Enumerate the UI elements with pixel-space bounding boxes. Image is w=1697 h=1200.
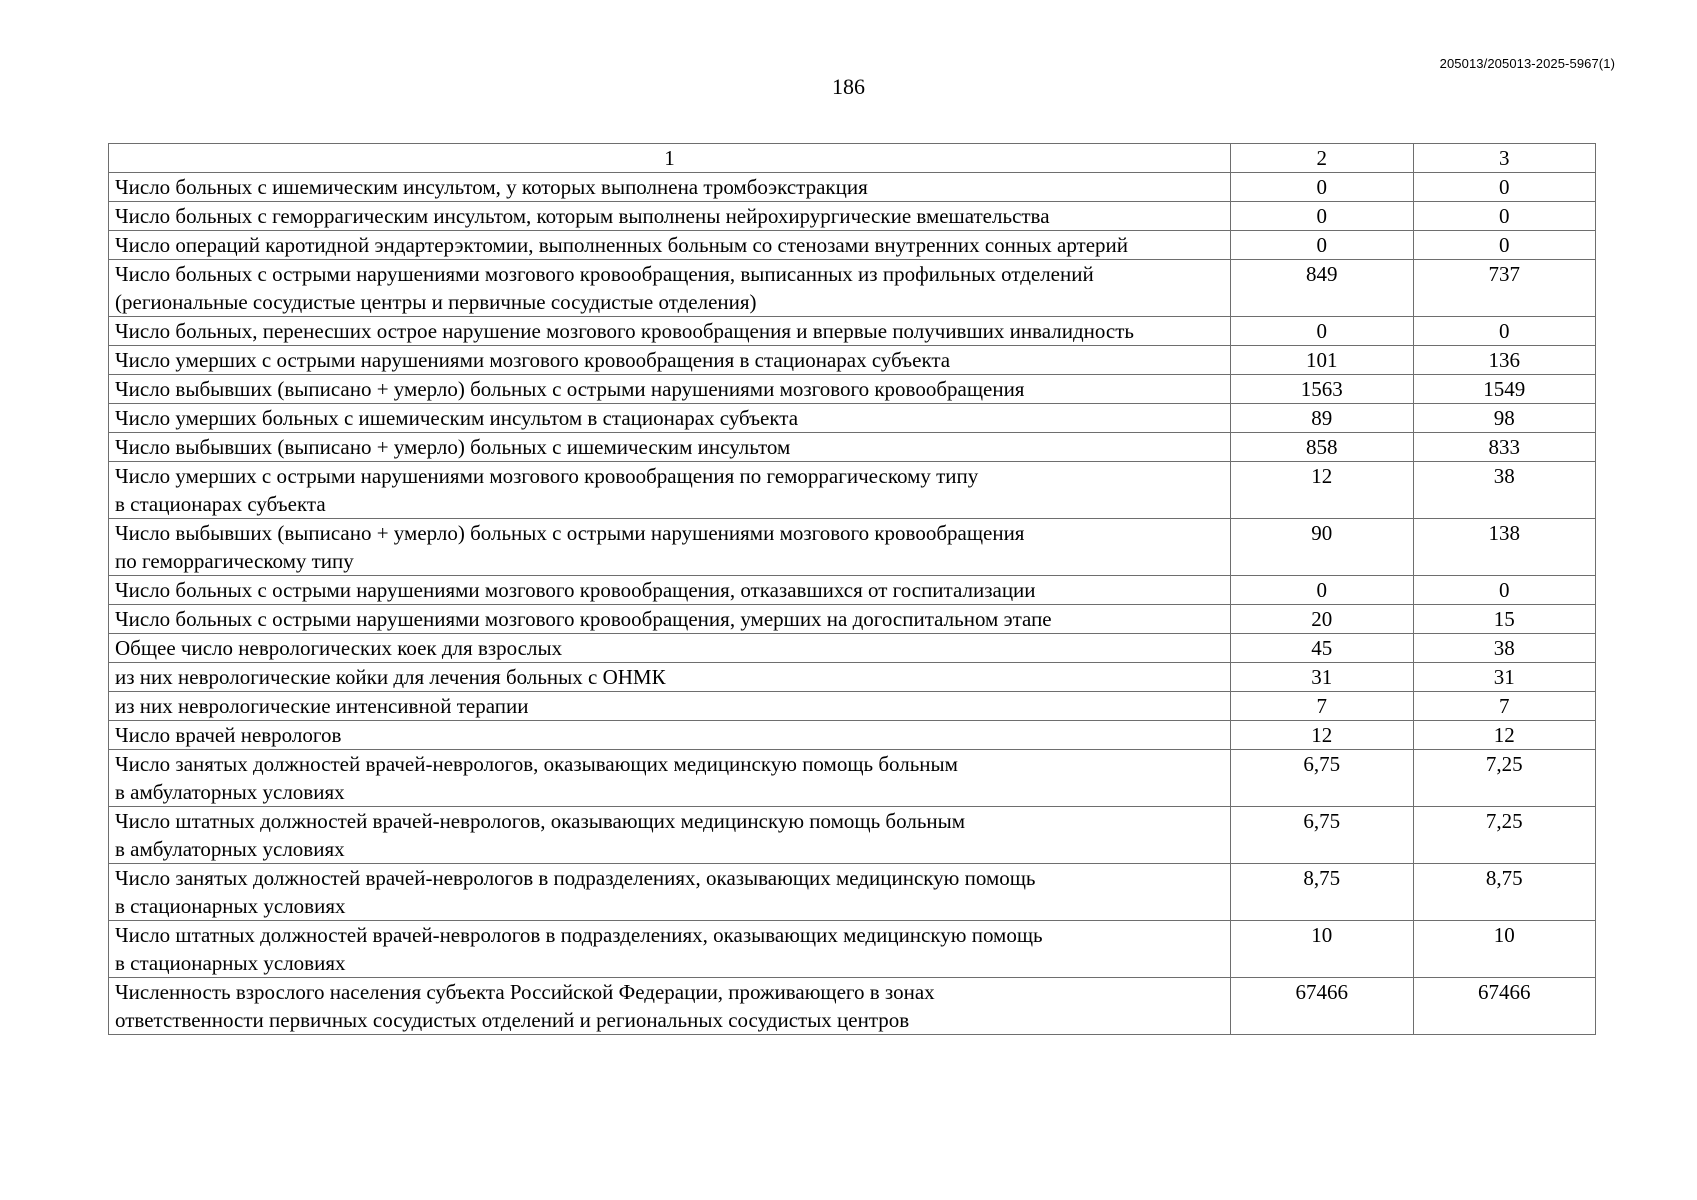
table-row bbox=[109, 721, 1596, 750]
row-label: Число штатных должностей врачей-неврологов в подразделениях, оказывающих медицинскую помощь в стационарных условиях bbox=[109, 921, 1231, 978]
row-value-col3: 138 bbox=[1413, 519, 1596, 576]
row-value-col3: 0 bbox=[1413, 173, 1596, 202]
row-value-col3: 7,25 bbox=[1413, 750, 1596, 807]
row-value-col3: 0 bbox=[1413, 202, 1596, 231]
row-value-col2: 10 bbox=[1231, 921, 1414, 978]
row-label: Число больных, перенесших острое нарушение мозгового кровообращения и впервые получивших инвалидность bbox=[109, 317, 1231, 346]
row-value-col2: 0 bbox=[1231, 231, 1414, 260]
row-value-col2: 1563 bbox=[1231, 375, 1414, 404]
row-value-col2: 20 bbox=[1231, 605, 1414, 634]
table-row bbox=[109, 202, 1596, 231]
table-row bbox=[109, 978, 1596, 1035]
row-label: Число умерших с острыми нарушениями мозгового кровообращения в стационарах субъекта bbox=[109, 346, 1231, 375]
row-value-col3: 136 bbox=[1413, 346, 1596, 375]
row-label: Число умерших с острыми нарушениями мозгового кровообращения по геморрагическому типу в стационарах субъекта bbox=[109, 462, 1231, 519]
row-value-col3: 67466 bbox=[1413, 978, 1596, 1035]
row-value-col3: 38 bbox=[1413, 462, 1596, 519]
column-header-3: 3 bbox=[1413, 144, 1596, 173]
table-row bbox=[109, 260, 1596, 317]
row-value-col2: 89 bbox=[1231, 404, 1414, 433]
row-label: Число больных с острыми нарушениями мозгового кровообращения, умерших на догоспитальном этапе bbox=[109, 605, 1231, 634]
table-header-row bbox=[109, 144, 1596, 173]
row-value-col2: 90 bbox=[1231, 519, 1414, 576]
page-number: 186 bbox=[832, 74, 865, 99]
row-label: Число больных с острыми нарушениями мозгового кровообращения, выписанных из профильных отделений (региональные сосудистые центры и первичные сосудистые отделения) bbox=[109, 260, 1231, 317]
row-label: Число больных с геморрагическим инсультом, которым выполнены нейрохирургические вмешательства bbox=[109, 202, 1231, 231]
table-row bbox=[109, 231, 1596, 260]
row-value-col3: 10 bbox=[1413, 921, 1596, 978]
row-value-col2: 7 bbox=[1231, 692, 1414, 721]
row-label: Число умерших больных с ишемическим инсультом в стационарах субъекта bbox=[109, 404, 1231, 433]
column-header-2: 2 bbox=[1231, 144, 1414, 173]
row-label: Число штатных должностей врачей-неврологов, оказывающих медицинскую помощь больным в амбулаторных условиях bbox=[109, 807, 1231, 864]
row-value-col3: 31 bbox=[1413, 663, 1596, 692]
row-value-col3: 12 bbox=[1413, 721, 1596, 750]
row-label: Число занятых должностей врачей-неврологов в подразделениях, оказывающих медицинскую помощь в стационарных условиях bbox=[109, 864, 1231, 921]
row-value-col2: 31 bbox=[1231, 663, 1414, 692]
row-value-col3: 1549 bbox=[1413, 375, 1596, 404]
row-value-col3: 15 bbox=[1413, 605, 1596, 634]
table-row bbox=[109, 921, 1596, 978]
row-label: Общее число неврологических коек для взрослых bbox=[109, 634, 1231, 663]
table-row bbox=[109, 576, 1596, 605]
row-value-col3: 7 bbox=[1413, 692, 1596, 721]
row-label: Число выбывших (выписано + умерло) больных с острыми нарушениями мозгового кровообращения bbox=[109, 375, 1231, 404]
row-value-col2: 858 bbox=[1231, 433, 1414, 462]
table-row bbox=[109, 519, 1596, 576]
row-value-col3: 0 bbox=[1413, 317, 1596, 346]
table-row bbox=[109, 404, 1596, 433]
row-value-col3: 0 bbox=[1413, 231, 1596, 260]
table-row bbox=[109, 864, 1596, 921]
row-value-col3: 98 bbox=[1413, 404, 1596, 433]
row-label: Число больных с острыми нарушениями мозгового кровообращения, отказавшихся от госпитализации bbox=[109, 576, 1231, 605]
row-value-col2: 101 bbox=[1231, 346, 1414, 375]
row-value-col2: 0 bbox=[1231, 317, 1414, 346]
row-value-col2: 0 bbox=[1231, 576, 1414, 605]
row-label: Число больных с ишемическим инсультом, у которых выполнена тромбоэкстракция bbox=[109, 173, 1231, 202]
table-row bbox=[109, 605, 1596, 634]
row-value-col2: 45 bbox=[1231, 634, 1414, 663]
table-row bbox=[109, 346, 1596, 375]
row-label: Число выбывших (выписано + умерло) больных с ишемическим инсультом bbox=[109, 433, 1231, 462]
table-row bbox=[109, 317, 1596, 346]
row-value-col3: 38 bbox=[1413, 634, 1596, 663]
row-value-col3: 8,75 bbox=[1413, 864, 1596, 921]
row-value-col2: 6,75 bbox=[1231, 750, 1414, 807]
row-label: Число операций каротидной эндартерэктомии, выполненных больным со стенозами внутренних сонных артерий bbox=[109, 231, 1231, 260]
table-row bbox=[109, 375, 1596, 404]
table-row bbox=[109, 750, 1596, 807]
row-value-col2: 849 bbox=[1231, 260, 1414, 317]
row-value-col3: 737 bbox=[1413, 260, 1596, 317]
row-value-col2: 8,75 bbox=[1231, 864, 1414, 921]
row-label: Число выбывших (выписано + умерло) больных с острыми нарушениями мозгового кровообращения по геморрагическому типу bbox=[109, 519, 1231, 576]
row-label: Число врачей неврологов bbox=[109, 721, 1231, 750]
row-label: из них неврологические койки для лечения больных с ОНМК bbox=[109, 663, 1231, 692]
row-value-col2: 12 bbox=[1231, 462, 1414, 519]
row-value-col2: 0 bbox=[1231, 202, 1414, 231]
table-row bbox=[109, 807, 1596, 864]
table-row bbox=[109, 433, 1596, 462]
table-row bbox=[109, 173, 1596, 202]
row-value-col2: 6,75 bbox=[1231, 807, 1414, 864]
data-table bbox=[108, 143, 1596, 1035]
table-row bbox=[109, 663, 1596, 692]
table-row bbox=[109, 634, 1596, 663]
row-value-col3: 0 bbox=[1413, 576, 1596, 605]
table-row bbox=[109, 692, 1596, 721]
column-header-1: 1 bbox=[109, 144, 1231, 173]
document-id: 205013/205013-2025-5967(1) bbox=[1439, 56, 1615, 71]
row-label: из них неврологические интенсивной терапии bbox=[109, 692, 1231, 721]
row-value-col3: 7,25 bbox=[1413, 807, 1596, 864]
row-value-col3: 833 bbox=[1413, 433, 1596, 462]
row-label: Численность взрослого населения субъекта Российской Федерации, проживающего в зонах ответственности первичных сосудистых отделений и региональных сосудистых центров bbox=[109, 978, 1231, 1035]
row-value-col2: 67466 bbox=[1231, 978, 1414, 1035]
row-value-col2: 12 bbox=[1231, 721, 1414, 750]
table-row bbox=[109, 462, 1596, 519]
row-label: Число занятых должностей врачей-неврологов, оказывающих медицинскую помощь больным в амбулаторных условиях bbox=[109, 750, 1231, 807]
row-value-col2: 0 bbox=[1231, 173, 1414, 202]
